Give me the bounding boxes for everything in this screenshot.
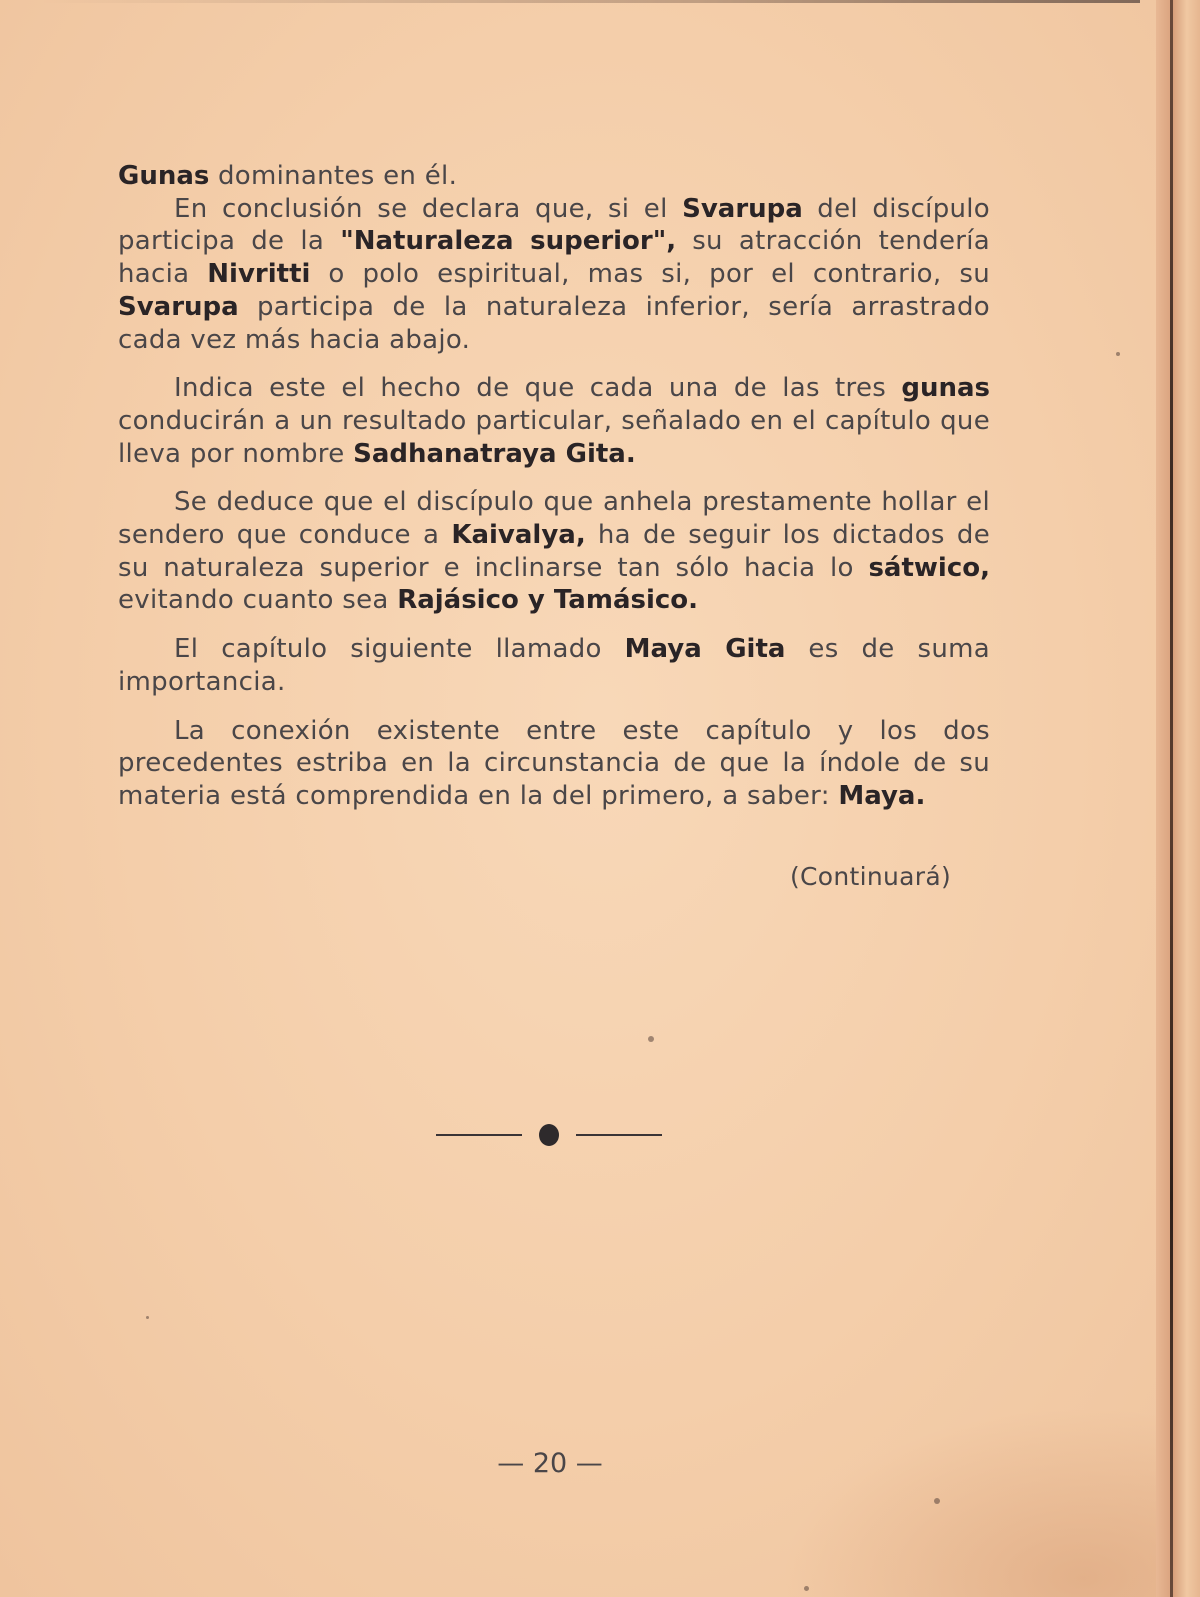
spine-binding-line [1170, 0, 1173, 1597]
text-run: o polo espiritual, mas si, por el contrario, su [310, 259, 990, 290]
bold-term: Svarupa [682, 193, 803, 224]
bold-term: sátwico, [868, 552, 990, 583]
paper-speck [934, 1498, 940, 1504]
bold-term: gunas [901, 373, 990, 404]
paper-stain [780, 1407, 1160, 1597]
text-run: evitando cuanto sea [118, 585, 398, 616]
paragraph [118, 633, 990, 698]
text-run: Indica este el hecho de que cada una de las tres [174, 373, 902, 404]
bold-term: Maya. [838, 780, 926, 811]
text-run: su atracción tendería hacia [118, 226, 990, 290]
page-number: — 20 — [497, 1448, 603, 1479]
text-run: del discípulo participa de la [118, 193, 991, 257]
paragraph [118, 193, 990, 357]
paper-speck [1116, 352, 1120, 356]
bold-term: Kaivalya, [451, 520, 586, 551]
paragraph [118, 486, 990, 617]
bold-term: Svarupa [118, 291, 239, 322]
paper-speck [648, 1036, 654, 1042]
ornament-line-right [576, 1134, 662, 1136]
paper-speck [804, 1586, 809, 1591]
bold-term: Maya Gita [624, 634, 786, 665]
paragraph [118, 372, 990, 470]
continuation-note: (Continuará) [790, 862, 952, 891]
bold-term: Nivritti [207, 259, 311, 290]
text-run: La conexión existente entre este capítulo y los dos precedentes estriba en la circunstancia de que la índole de su materia está comprendida en la del primero, a saber: [118, 715, 990, 811]
section-ornament [436, 1120, 662, 1150]
bold-term: Rajásico y Tamásico. [397, 585, 699, 616]
text-run: Se deduce que el discípulo que anhela prestamente hollar el sendero que conduce a [118, 487, 990, 551]
text-run: El capítulo siguiente llamado [174, 634, 625, 665]
page-top-edge [40, 0, 1140, 3]
ornament-dot-icon [539, 1124, 559, 1146]
body-text [118, 160, 990, 813]
text-run: es de suma importancia. [118, 634, 991, 697]
paper-speck [146, 1316, 149, 1319]
paragraph [118, 160, 990, 193]
bold-term: "Naturaleza superior", [340, 226, 677, 257]
text-run: En conclusión se declara que, si el [174, 193, 683, 224]
text-run: conducirán a un resultado particular, señalado en el capítulo que lleva por nombre [118, 405, 990, 469]
paragraph [118, 715, 990, 813]
bold-term: Gunas [118, 161, 210, 191]
text-run: dominantes en él. [209, 161, 458, 191]
bold-term: Sadhanatraya Gita. [353, 438, 636, 469]
text-run: ha de seguir los dictados de su naturaleza superior e inclinarse tan sólo hacia lo [118, 520, 991, 583]
book-spine [1156, 0, 1200, 1597]
ornament-line-left [436, 1134, 522, 1136]
text-run: participa de la naturaleza inferior, sería arrastrado cada vez más hacia abajo. [118, 291, 990, 355]
